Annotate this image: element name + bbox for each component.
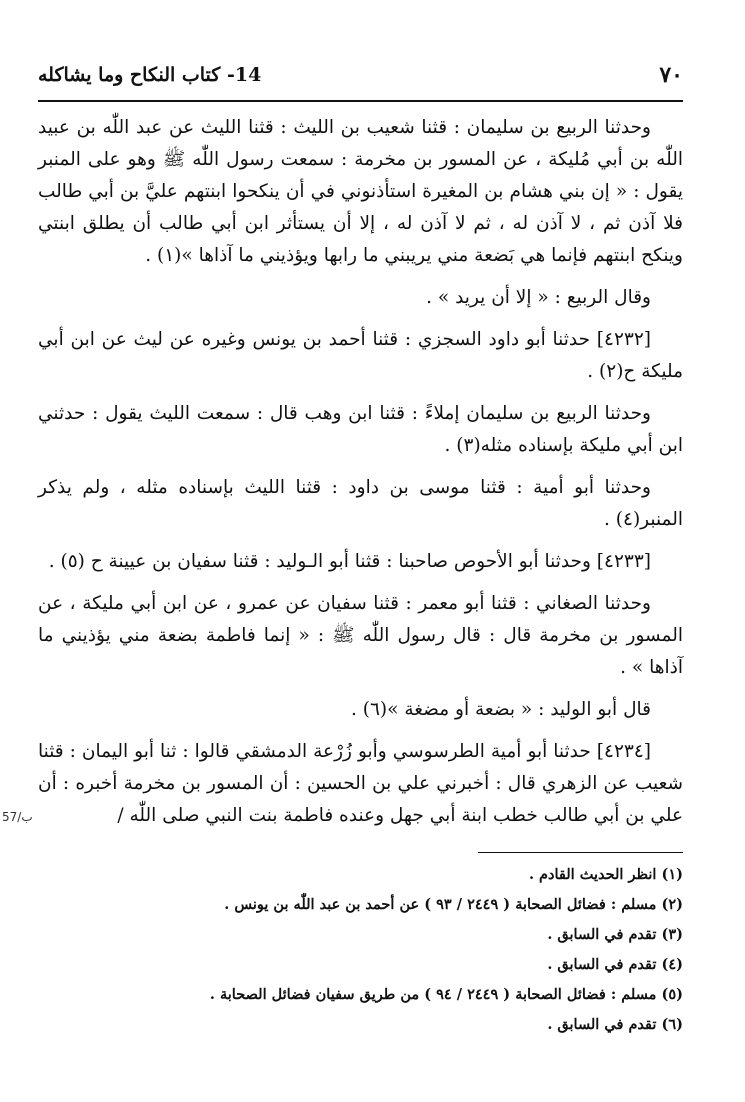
paragraph: وحدثنا أبو أمية : قثنا موسى بن داود : قثنا الليث بإسناده مثله ، ولم يذكر المنبر(٤) . bbox=[38, 477, 683, 530]
footnote: (١) انظر الحديث القادم . bbox=[528, 866, 683, 883]
paragraph: [٤٢٣٢] حدثنا أبو داود السجزي : قثنا أحمد بن يونس وغيره عن ليث عن ابن أبي مليكة ح(٢) . bbox=[38, 329, 683, 382]
paragraph: وحدثنا الربيع بن سليمان إملاءً : قثنا ابن وهب قال : سمعت الليث يقول : حدثني ابن أبي مليكة بإسناده مثله(٣) . bbox=[38, 403, 683, 456]
paragraph: وحدثنا الصغاني : قثنا أبو معمر : قثنا سفيان عن عمرو ، عن ابن أبي مليكة ، عن المسور بن مخرمة قال : قال رسول اللّٰه ﷺ : « إنما فاطمة بضعة مني يؤذيني ما آذاها » . bbox=[38, 593, 683, 678]
footnote: (٢) مسلم : فضائل الصحابة ( ٢٤٤٩ / ٩٣ ) عن أحمد بن عبد اللّٰه بن يونس . bbox=[224, 896, 683, 913]
main-text bbox=[38, 112, 683, 842]
paragraph: [٤٢٣٤] حدثنا أبو أمية الطرسوسي وأبو زُرْعة الدمشقي قالوا : ثنا أبو اليمان : قثنا شعيب عن الزهري قال : أخبرني علي بن الحسين : أن المسور بن مخرمة أخبره : أن علي بن أبي طالب خطب ابنة أبي جهل وعنده فاطمة بنت النبي صلى اللّٰه / bbox=[38, 741, 683, 826]
footnote: (٦) تقدم في السابق . bbox=[547, 1016, 683, 1033]
paragraph: وحدثنا الربيع بن سليمان : قثنا شعيب بن الليث : قثنا الليث عن عبد اللّٰه بن عبيد اللّٰه بن أبي مُليكة ، عن المسور بن مخرمة : سمعت رسول اللّٰه ﷺ وهو على المنبر يقول : « إن بني هشام بن المغيرة استأذنوني في أن ينكحوا ابنتهم عليَّ بن أبي طالب فلا آذن ثم ، لا آذن له ، ثم لا آذن له ، إلا أن يستأثر ابن أبي طالب أن يطلق ابنتي وينكح ابنتهم فإنما هي بَضعة مني يريبني ما رابها ويؤذيني ما آذاها »(١) . bbox=[38, 117, 683, 266]
footnote: (٤) تقدم في السابق . bbox=[547, 956, 683, 973]
footnotes bbox=[38, 860, 683, 1040]
header-divider bbox=[38, 100, 683, 102]
footnote: (٥) مسلم : فضائل الصحابة ( ٢٤٤٩ / ٩٤ ) من طريق سفيان فضائل الصحابة . bbox=[209, 986, 683, 1003]
paragraph: وقال الربيع : « إلا أن يريد » . bbox=[426, 287, 651, 308]
paragraph: قال أبو الوليد : « بضعة أو مضغة »(٦) . bbox=[351, 699, 651, 720]
paragraph: [٤٢٣٣] وحدثنا أبو الأحوص صاحبنا : قثنا أبو الـوليد : قثنا سفيان بن عيينة ح (٥) . bbox=[48, 551, 651, 572]
footnote-divider bbox=[478, 852, 683, 853]
page-header bbox=[38, 62, 683, 92]
margin-folio-note: 57/ب bbox=[2, 810, 33, 824]
chapter-title: 14- كتاب النكاح وما يشاكله bbox=[38, 64, 262, 86]
page-number: ٧٠ bbox=[659, 62, 683, 88]
footnote: (٣) تقدم في السابق . bbox=[547, 926, 683, 943]
